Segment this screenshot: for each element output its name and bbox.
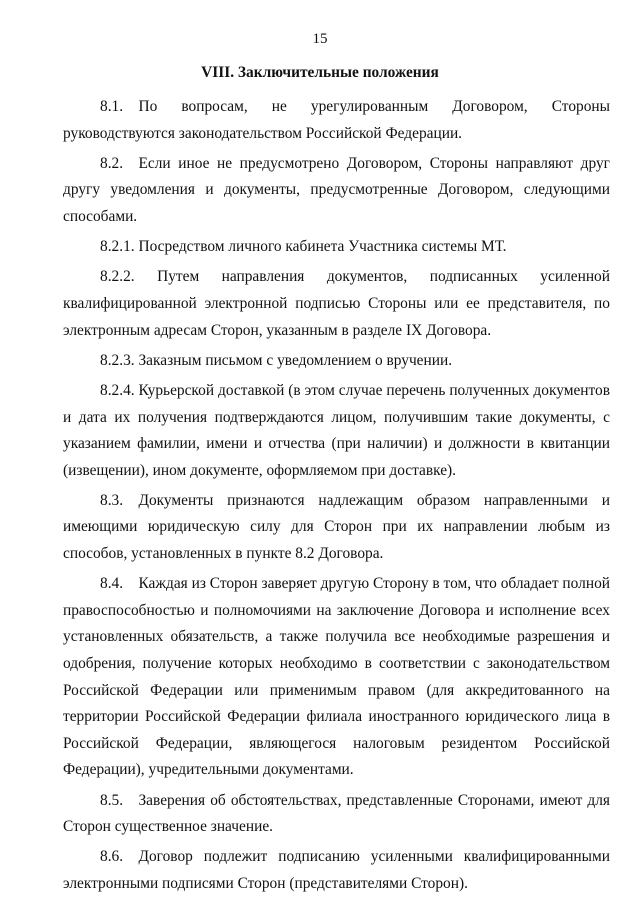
- section-title: VIII. Заключительные положения: [201, 64, 439, 81]
- page-number: 15: [312, 31, 328, 47]
- document-body: [63, 94, 610, 901]
- paragraph-8-2-2: 8.2.2. Путем направления документов, подписанных усиленной квалифицированной электронной подписью Стороны или ее представителя, по электронным адресам Сторон, указанным в разделе IX Договора.: [63, 268, 610, 339]
- paragraph-8-1: 8.1. По вопросам, не урегулированным Договором, Стороны руководствуются законодательством Российской Федерации.: [63, 98, 610, 142]
- paragraph-8-2-3: 8.2.3. Заказным письмом с уведомлением о вручении.: [100, 351, 453, 369]
- paragraph-8-2: 8.2. Если иное не предусмотрено Договором, Стороны направляют друг другу уведомления и документы, предусмотренные Договором, следующими способами.: [63, 154, 610, 225]
- paragraph-8-6: 8.6. Договор подлежит подписанию усиленными квалифицированными электронными подписями Сторон (представителями Сторон).: [63, 848, 610, 892]
- paragraph-8-5: 8.5. Заверения об обстоятельствах, представленные Сторонами, имеют для Сторон существенное значение.: [63, 791, 610, 836]
- paragraph-8-2-4: 8.2.4. Курьерской доставкой (в этом случае перечень полученных документов и дата их получения подтверждаются лицом, получившим такие документы, с указанием фамилии, имени и отчества (при наличии) и должности в квитанции (извещении), ином документе, оформляемом при доставке).: [63, 381, 610, 479]
- paragraph-8-4: 8.4. Каждая из Сторон заверяет другую Сторону в том, что обладает полной правоспособностью и полномочиями на заключение Договора и исполнение всех установленных обязательств, а также получила все необходимые разрешения и одобрения, получение которых необходимо в соответствии с законодательством Российской Федерации или применимым правом (для аккредитованного на территории Российской Федерации филиала иностранного юридического лица в Российской Федерации, являющегося налоговым резидентом Российской Федерации), учредительными документами.: [63, 575, 611, 779]
- paragraph-8-3: 8.3. Документы признаются надлежащим образом направленными и имеющими юридическую силу для Сторон при их направлении любым из способов, установленных в пункте 8.2 Договора.: [63, 491, 610, 563]
- paragraph-8-2-1: 8.2.1. Посредством личного кабинета Участника системы МТ.: [100, 238, 507, 256]
